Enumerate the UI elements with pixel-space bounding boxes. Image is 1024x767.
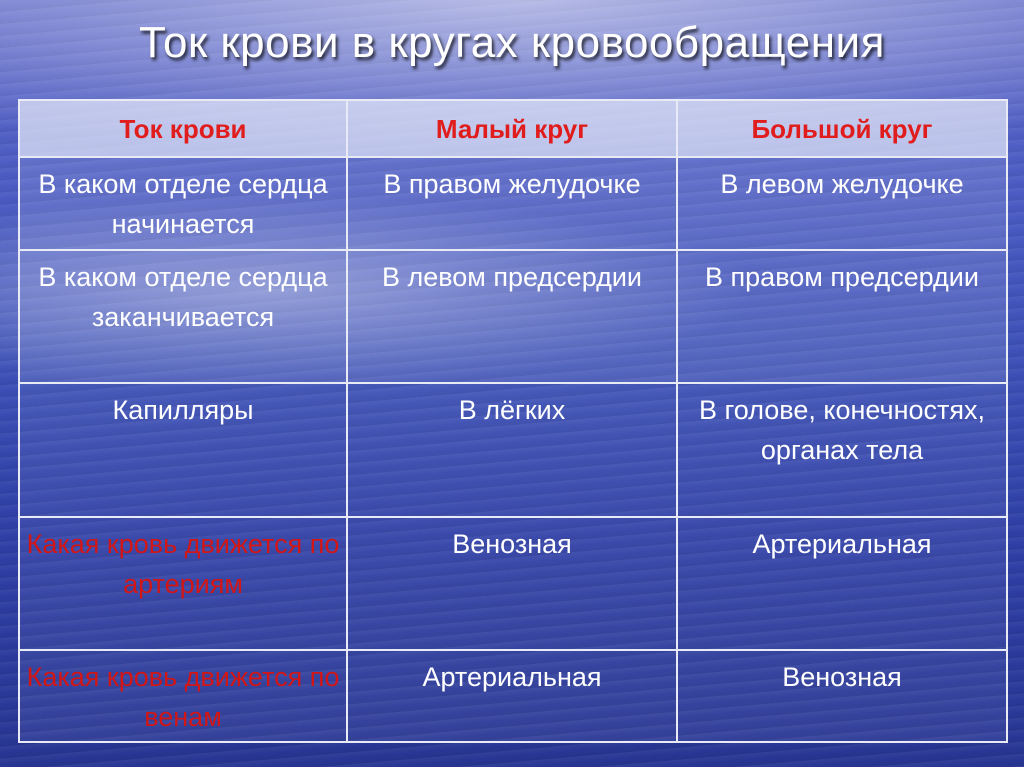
slide-title: Ток крови в кругах кровообращения	[139, 18, 885, 67]
large-circle-cell: В левом желудочке	[677, 157, 1007, 250]
small-circle-cell: В левом предсердии	[347, 250, 677, 383]
large-circle-cell: В голове, конечностях, органах тела	[677, 383, 1007, 517]
large-circle-cell: В правом предсердии	[677, 250, 1007, 383]
small-circle-cell: В правом желудочке	[347, 157, 677, 250]
large-circle-cell: Венозная	[677, 650, 1007, 742]
table-row	[19, 650, 1007, 742]
row-label: В каком отделе сердца начинается	[19, 157, 347, 250]
table-row	[19, 157, 1007, 250]
small-circle-cell: В лёгких	[347, 383, 677, 517]
large-circle-cell: Артериальная	[677, 517, 1007, 650]
header-blood-flow: Ток крови	[19, 100, 347, 157]
small-circle-cell: Венозная	[347, 517, 677, 650]
table-header-row	[19, 100, 1007, 157]
row-label: Какая кровь движется по артериям	[19, 517, 347, 650]
header-small-circle: Малый круг	[347, 100, 677, 157]
row-label: Капилляры	[19, 383, 347, 517]
table-row	[19, 383, 1007, 517]
small-circle-cell: Артериальная	[347, 650, 677, 742]
row-label: Какая кровь движется по венам	[19, 650, 347, 742]
row-label: В каком отделе сердца заканчивается	[19, 250, 347, 383]
header-large-circle: Большой круг	[677, 100, 1007, 157]
table-row	[19, 250, 1007, 383]
table-row	[19, 517, 1007, 650]
blood-flow-table	[18, 99, 1008, 743]
